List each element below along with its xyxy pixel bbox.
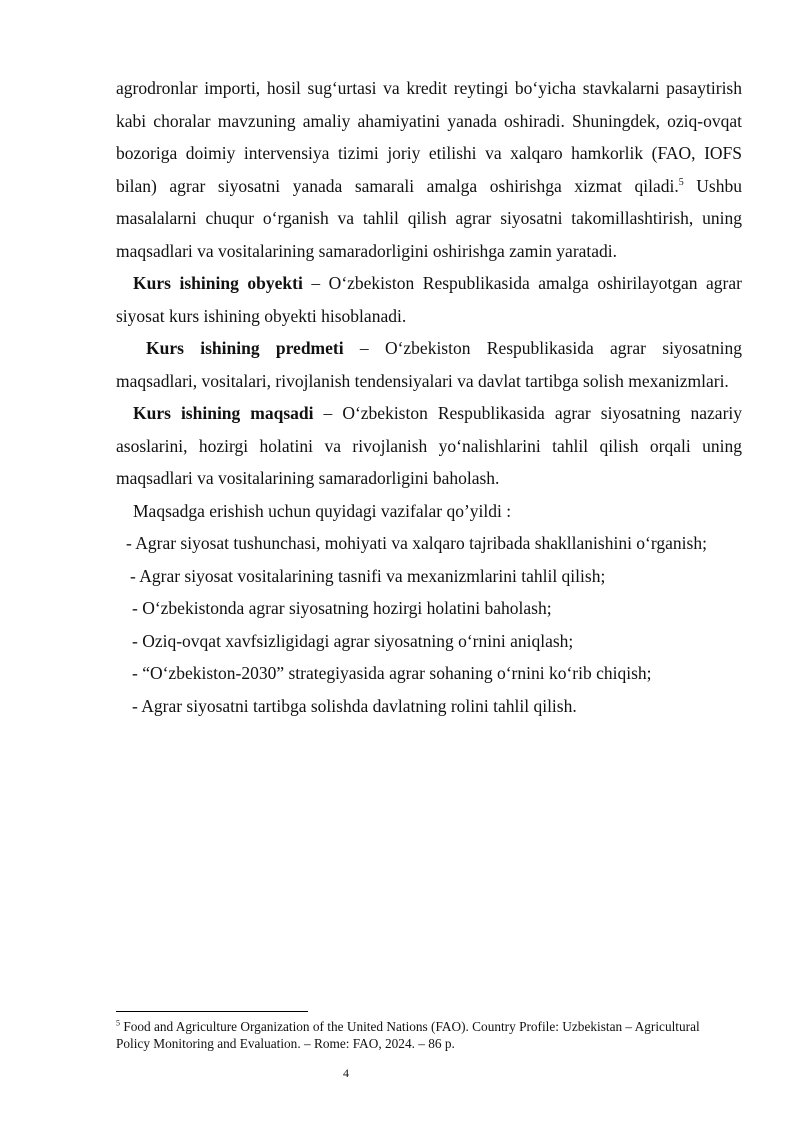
list-item: - “O‘zbekiston-2030” strategiyasida agrar sohaning o‘rnini ko‘rib chiqish; xyxy=(132,663,652,683)
list-item: - O‘zbekistonda agrar siyosatning hozirgi holatini baholash; xyxy=(132,598,552,618)
paragraph-intro xyxy=(116,72,742,267)
goal-label: Kurs ishining maqsadi xyxy=(133,403,314,423)
list-item: - Agrar siyosat vositalarining tasnifi va mexanizmlarini tahlil qilish; xyxy=(130,565,606,586)
list-item: - Agrar siyosat tushunchasi, mohiyati va xalqaro tajribada shakllanishini o‘rganish; xyxy=(126,533,707,553)
paragraph-goal xyxy=(116,397,742,495)
tasks-intro: Maqsadga erishish uchun quyidagi vazifalar qo’yildi : xyxy=(133,500,512,521)
paragraph-object xyxy=(116,267,742,332)
list-item: - Agrar siyosatni tartibga solishda davlatning rolini tahlil qilish. xyxy=(132,695,577,716)
object-label: Kurs ishining obyekti xyxy=(133,273,303,293)
subject-text: – O‘zbekiston Respublikasida agrar siyosatning maqsadlari, vositalari, rivojlanish tendensiyalari va davlat tartibga solish mexanizmlari. xyxy=(116,338,742,391)
subject-label: Kurs ishining predmeti xyxy=(146,338,344,358)
footnote-separator xyxy=(116,1011,308,1012)
list-item: - Oziq-ovqat xavfsizligidagi agrar siyosatning o‘rnini aniqlash; xyxy=(132,630,574,651)
document-body xyxy=(116,72,742,722)
footnote-reference[interactable]: 5 xyxy=(678,176,684,188)
object-text: – O‘zbekiston Respublikasida amalga oshirilayotgan agrar siyosat kurs ishining obyekti hisoblanadi. xyxy=(116,273,742,326)
goal-text: – O‘zbekiston Respublikasida agrar siyosatning nazariy asoslarini, hozirgi holatini va rivojlanish yo‘nalishlarini tahlil qilish orqali uning maqsadlari va vositalarining samaradorligini baholash. xyxy=(116,403,743,488)
footnote xyxy=(116,1018,736,1052)
paragraph-subject xyxy=(116,332,742,397)
footnote-marker: 5 xyxy=(116,1018,120,1028)
footnote-text: Food and Agriculture Organization of the United Nations (FAO). Country Profile: Uzbekistan – Agricultural Policy Monitoring and Evaluation. – Rome: FAO, 2024. – 86 p. xyxy=(116,1019,700,1051)
paragraph-intro-text-a: agrodronlar importi, hosil sug‘urtasi va kredit reytingi bo‘yicha stavkalarni pasaytirish kabi choralar mavzuning amaliy ahamiyatini yanada oshiradi. Shuningdek, oziq-ovqat bozoriga doimiy intervensiya tizimi joriy etilishi va xalqaro hamkorlik (FAO, IOFS bilan) agrar siyosatni yanada samarali amalga oshirishga xizmat qiladi. xyxy=(116,78,742,196)
page-number: 4 xyxy=(343,1066,349,1080)
paragraph-intro-text-b: Ushbu masalalarni chuqur o‘rganish va tahlil qilish agrar siyosatni takomillashtirish, uning maqsadlari va vositalarining samaradorligini oshirishga zamin yaratadi. xyxy=(116,175,742,261)
